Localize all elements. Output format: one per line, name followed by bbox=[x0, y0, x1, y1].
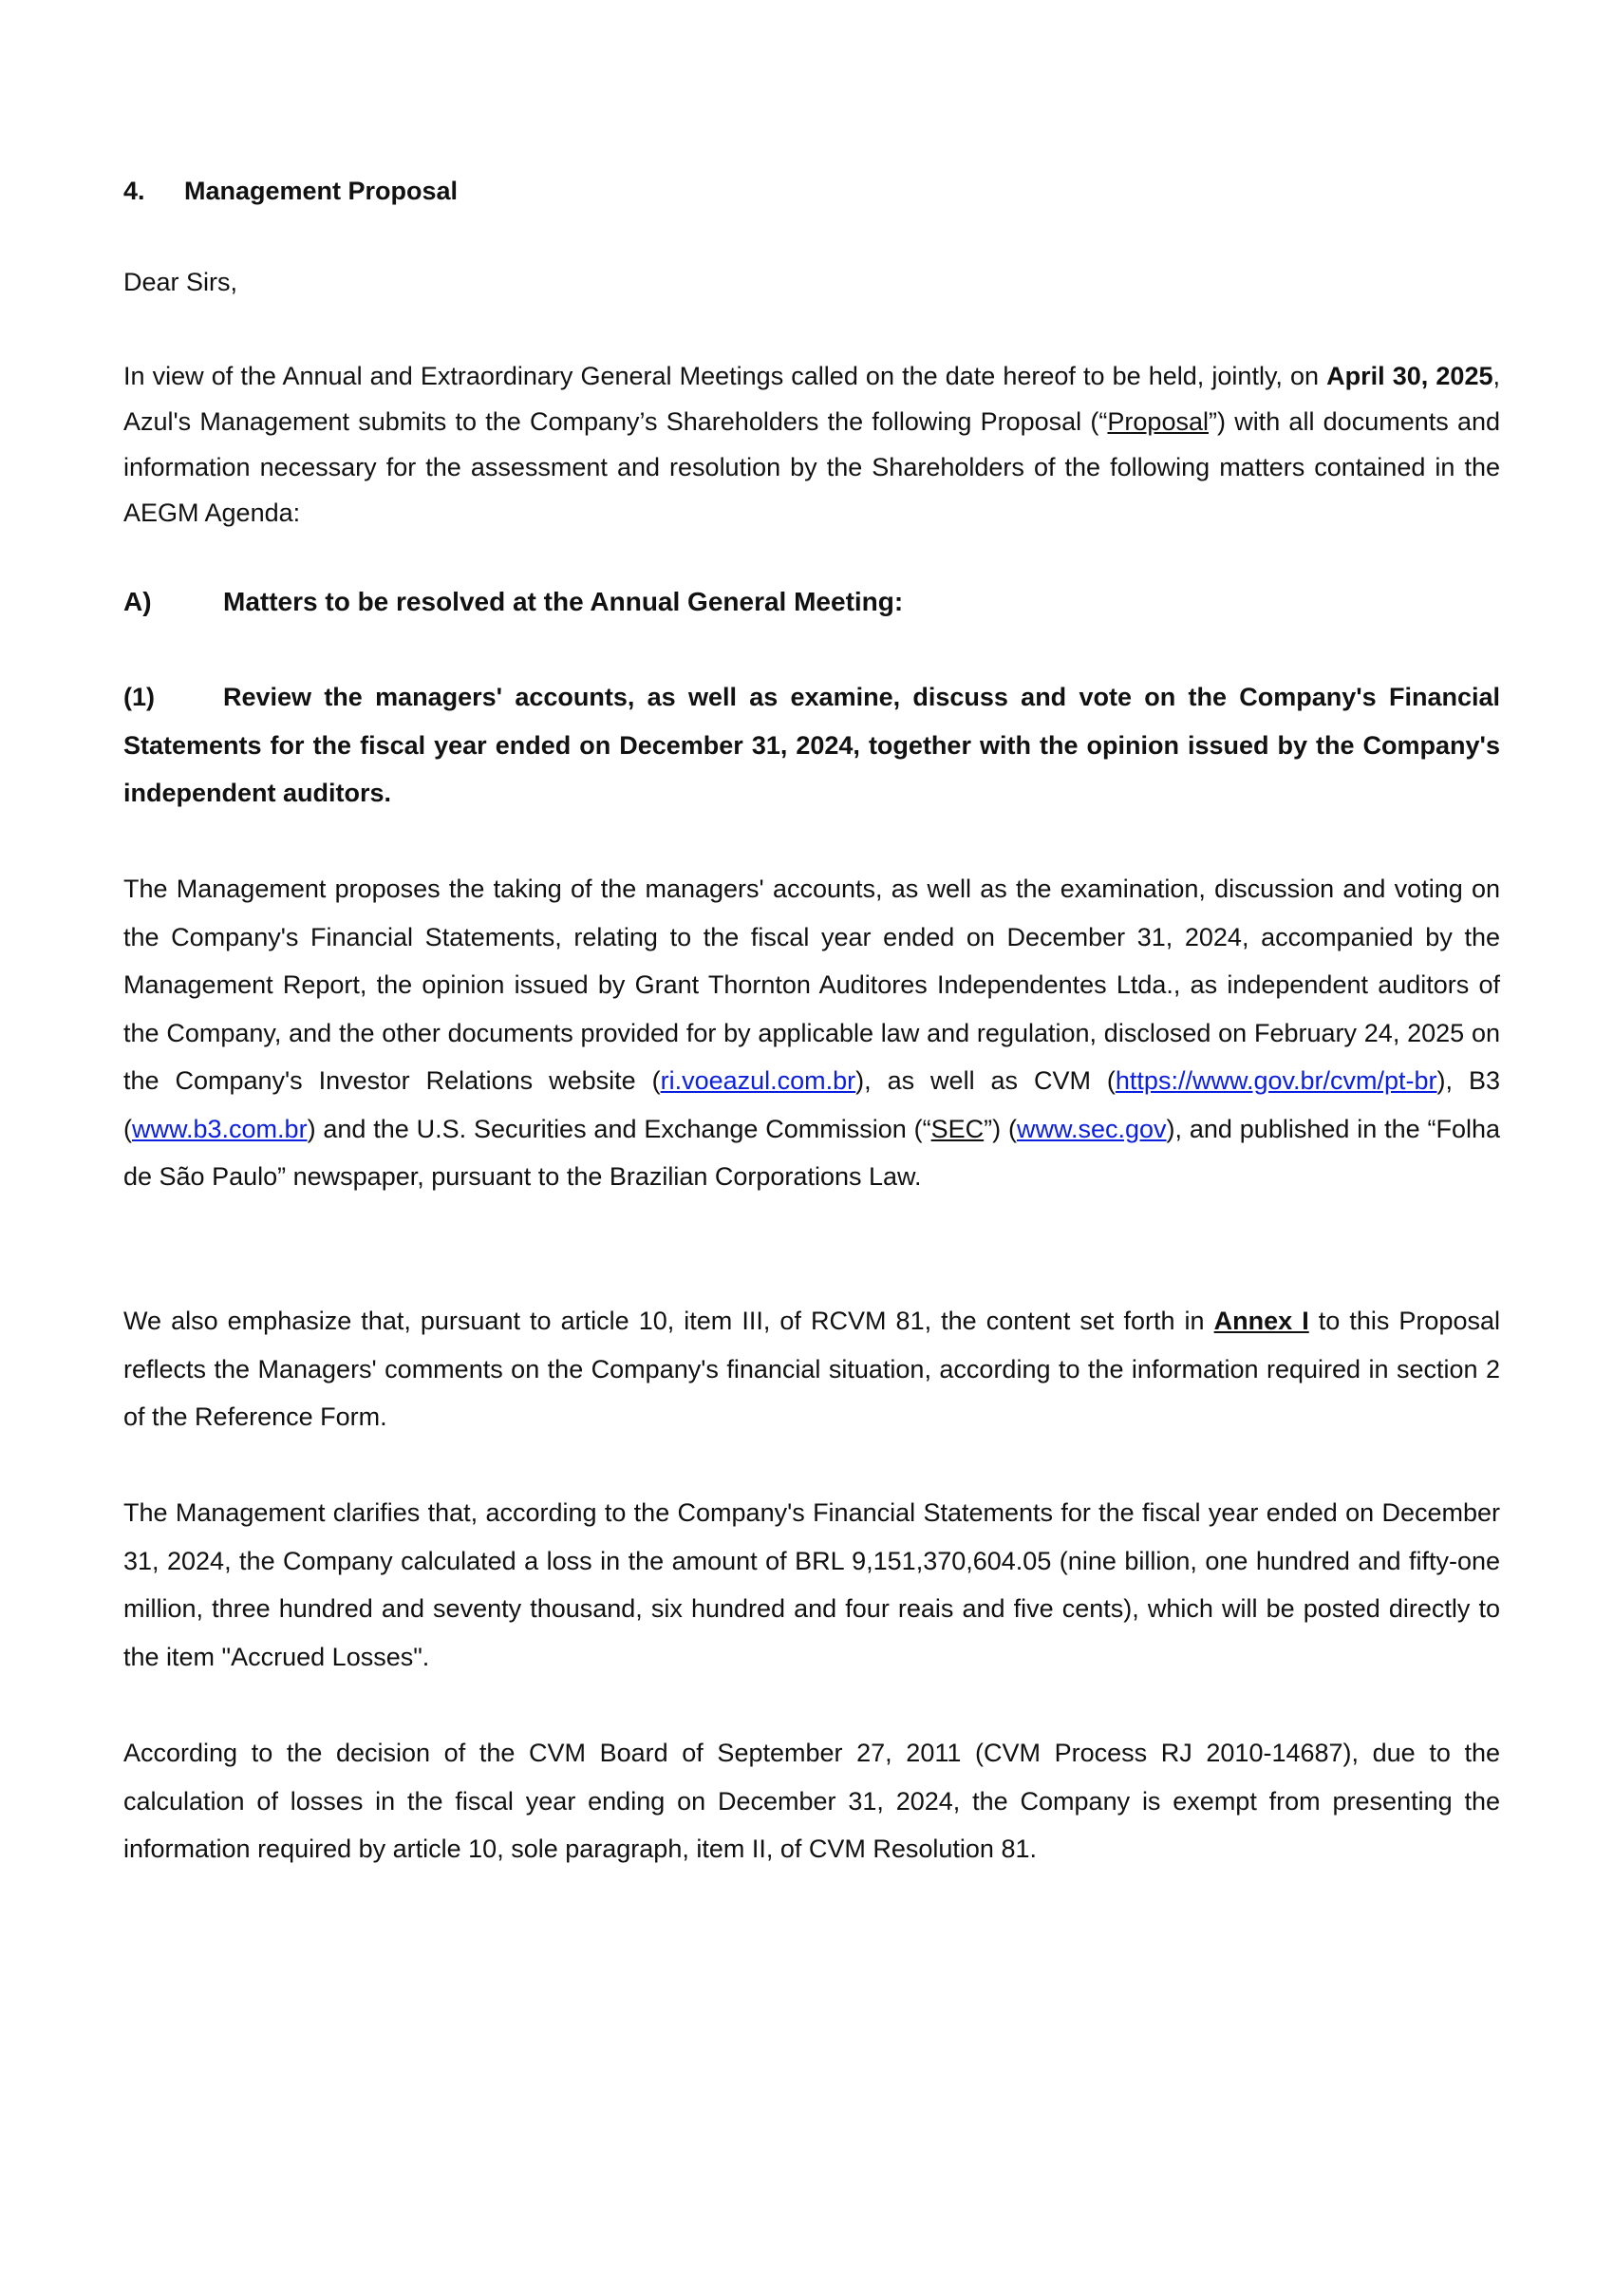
link-sec[interactable]: www.sec.gov bbox=[1016, 1114, 1167, 1143]
defined-term-sec: SEC bbox=[930, 1114, 985, 1143]
link-ri-voeazul[interactable]: ri.voeazul.com.br bbox=[660, 1066, 856, 1095]
part-a-heading bbox=[123, 587, 1500, 617]
item-1-label: (1) bbox=[123, 683, 155, 711]
part-a-title: Matters to be resolved at the Annual General Meeting: bbox=[223, 587, 904, 616]
section-heading bbox=[123, 177, 1500, 206]
defined-term-proposal: Proposal bbox=[1107, 407, 1209, 436]
link-cvm[interactable]: https://www.gov.br/cvm/pt-br bbox=[1115, 1066, 1437, 1095]
intro-paragraph: In view of the Annual and Extraordinary General Meetings called on the date hereof to be held, jointly, on April 30, 2025, Azul's Management submits to the Company’s Shareholders the following Proposal (“Proposal”) with all documents and information necessary for the assessment and resolution by the Shareholders of the following matters contained in the AEGM Agenda: bbox=[123, 362, 1501, 527]
item-1-heading bbox=[123, 673, 1500, 818]
section-number: 4. bbox=[123, 177, 145, 205]
management-paragraph: The Management proposes the taking of the managers' accounts, as well as the examination, discussion and voting on the Company's Financial Statements, relating to the fiscal year ended on December 31, 2024, accompanied by the Management Report, the opinion issued by Grant Thornton Auditores Independentes Ltda., as independent auditors of the Company, and the other documents provided for by applicable law and regulation, disclosed on February 24, 2025 on the Company's Investor Relations website (ri.voeazul.com.br), as well as CVM (https://www.gov.br/cvm/pt-br), B3 (www.b3.com.br) and the U.S. Securities and Exchange Commission (“SEC”) (www.sec.gov), and published in the “Folha de São Paulo” newspaper, pursuant to the Brazilian Corporations Law. bbox=[123, 875, 1500, 1191]
link-b3[interactable]: www.b3.com.br bbox=[132, 1114, 308, 1143]
loss-paragraph: The Management clarifies that, according to the Company's Financial Statements for the fiscal year ended on December 31, 2024, the Company calculated a loss in the amount of BRL 9,151,370,604.05 (nine billion, one hundred and fifty-one million, three hundred and seventy thousand, six hundred and four reais and five cents), which will be posted directly to the item "Accrued Losses". bbox=[123, 1498, 1500, 1671]
annex-paragraph: We also emphasize that, pursuant to article 10, item III, of RCVM 81, the content set forth in Annex I to this Proposal reflects the Managers' comments on the Company's financial situation, according to the information required in section 2 of the Reference Form. bbox=[123, 1307, 1500, 1431]
part-a-label: A) bbox=[123, 587, 152, 616]
item-1-text: Review the managers' accounts, as well as examine, discuss and vote on the Company's Financial Statements for the fiscal year ended on December 31, 2024, together with the opinion issued by the Company's independent auditors. bbox=[123, 683, 1500, 807]
meeting-date: April 30, 2025 bbox=[1326, 362, 1493, 390]
section-title: Management Proposal bbox=[184, 177, 459, 205]
salutation: Dear Sirs, bbox=[123, 268, 238, 296]
cvm-exemption-paragraph: According to the decision of the CVM Board of September 27, 2011 (CVM Process RJ 2010-14687), due to the calculation of losses in the fiscal year ending on December 31, 2024, the Company is exempt from presenting the information required by article 10, sole paragraph, item II, of CVM Resolution 81. bbox=[123, 1739, 1500, 1863]
annex-reference: Annex I bbox=[1213, 1307, 1309, 1335]
